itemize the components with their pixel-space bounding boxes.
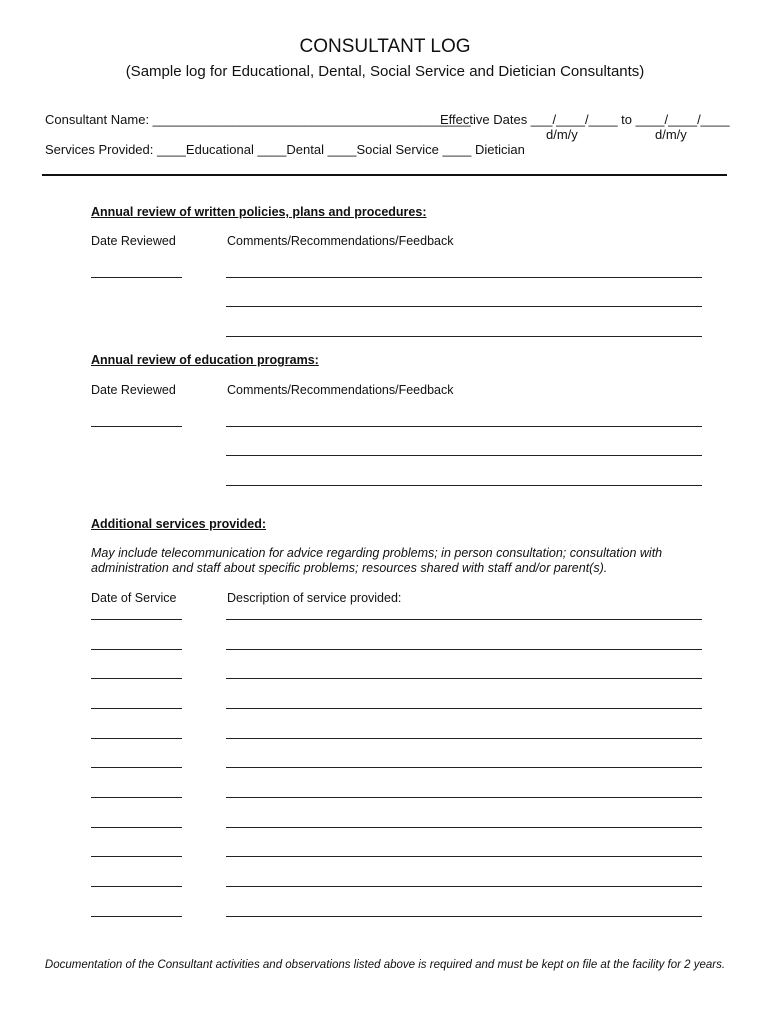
services-provided-field[interactable]: Services Provided: ____Educational ____Dental ____Social Service ____ Dietician: [45, 142, 525, 157]
date-entry-line[interactable]: [91, 767, 182, 768]
section-heading-education: Annual review of education programs:: [91, 353, 319, 367]
column-label-date-of-service: Date of Service: [91, 591, 177, 605]
column-label-comments: Comments/Recommendations/Feedback: [227, 234, 454, 248]
retention-footnote: Documentation of the Consultant activities and observations listed above is required and must be kept on file at the facility for 2 years.: [44, 959, 726, 971]
date-entry-line[interactable]: [91, 277, 182, 278]
section-heading-additional: Additional services provided:: [91, 517, 267, 531]
comment-entry-line[interactable]: [226, 485, 702, 486]
date-entry-line[interactable]: [91, 426, 182, 427]
consultant-name-field[interactable]: Consultant Name: ____________________________________________: [45, 112, 471, 127]
comment-entry-line[interactable]: [226, 277, 702, 278]
description-entry-line[interactable]: [226, 916, 702, 917]
header-divider: [42, 174, 727, 176]
date-entry-line[interactable]: [91, 827, 182, 828]
column-label-date: Date Reviewed: [91, 383, 176, 397]
description-entry-line[interactable]: [226, 827, 702, 828]
description-entry-line[interactable]: [226, 619, 702, 620]
date-entry-line[interactable]: [91, 649, 182, 650]
date-entry-line[interactable]: [91, 797, 182, 798]
page-title: CONSULTANT LOG: [299, 36, 471, 57]
description-entry-line[interactable]: [226, 797, 702, 798]
dmy-from-hint: d/m/y: [546, 127, 578, 142]
description-entry-line[interactable]: [226, 708, 702, 709]
effective-dates-field[interactable]: Effective Dates ___/____/____ to ____/____/____: [440, 112, 730, 127]
date-entry-line[interactable]: [91, 708, 182, 709]
description-entry-line[interactable]: [226, 886, 702, 887]
date-entry-line[interactable]: [91, 856, 182, 857]
date-entry-line[interactable]: [91, 619, 182, 620]
date-entry-line[interactable]: [91, 916, 182, 917]
comment-entry-line[interactable]: [226, 426, 702, 427]
page-subtitle: (Sample log for Educational, Dental, Social Service and Dietician Consultants): [125, 63, 645, 80]
date-entry-line[interactable]: [91, 678, 182, 679]
date-entry-line[interactable]: [91, 886, 182, 887]
additional-services-note: May include telecommunication for advice regarding problems; in person consultation; consultation with administration and staff about specific problems; resources shared with staff and/or parent(s).: [91, 546, 663, 575]
comment-entry-line[interactable]: [226, 336, 702, 337]
column-label-date: Date Reviewed: [91, 234, 176, 248]
description-entry-line[interactable]: [226, 738, 702, 739]
column-label-comments: Comments/Recommendations/Feedback: [227, 383, 454, 397]
date-entry-line[interactable]: [91, 738, 182, 739]
description-entry-line[interactable]: [226, 856, 702, 857]
description-entry-line[interactable]: [226, 767, 702, 768]
comment-entry-line[interactable]: [226, 306, 702, 307]
dmy-to-hint: d/m/y: [655, 127, 687, 142]
comment-entry-line[interactable]: [226, 455, 702, 456]
column-label-description: Description of service provided:: [227, 591, 402, 605]
description-entry-line[interactable]: [226, 678, 702, 679]
section-heading-policies: Annual review of written policies, plans and procedures:: [91, 205, 427, 219]
description-entry-line[interactable]: [226, 649, 702, 650]
